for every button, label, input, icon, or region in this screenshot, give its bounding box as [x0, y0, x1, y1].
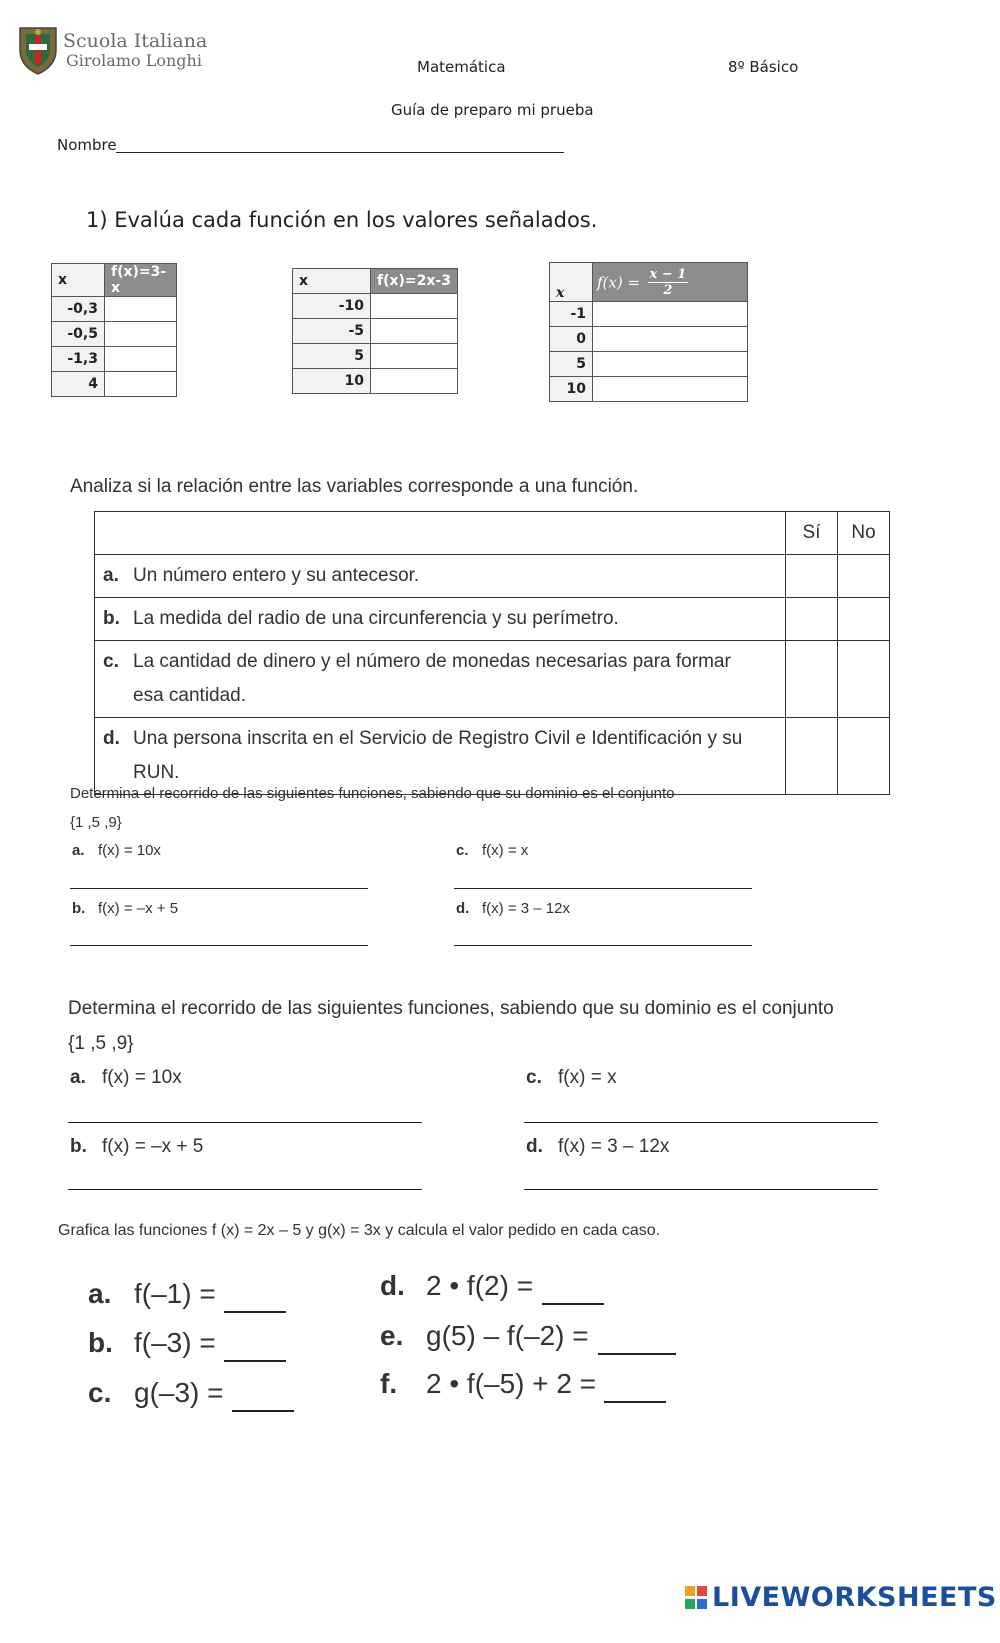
section4-item-b — [70, 1136, 203, 1158]
answer-line[interactable] — [542, 1303, 604, 1305]
item-letter: b. — [72, 900, 86, 917]
item-text: f(x) = –x + 5 — [98, 900, 179, 917]
item-letter: a. — [88, 1278, 112, 1309]
name-blank-line[interactable] — [116, 152, 564, 153]
answer-line[interactable] — [232, 1410, 294, 1412]
item-letter: b. — [103, 608, 120, 629]
answer-cell[interactable] — [371, 344, 458, 369]
item-text: f(–1) = — [134, 1278, 216, 1309]
section5-item-e — [380, 1320, 589, 1352]
f-numerator: x − 1 — [649, 266, 687, 282]
guide-title: Guía de preparo mi prueba — [391, 101, 594, 119]
x-value: 4 — [52, 372, 105, 397]
section4-title: Determina el recorrido de las siguientes funciones, sabiendo que su dominio es el conjunto — [68, 998, 834, 1019]
crest-icon — [18, 24, 58, 76]
section3-set: {1 ,5 ,9} — [70, 814, 122, 831]
answer-cell[interactable] — [105, 297, 177, 322]
item-letter: b. — [70, 1136, 87, 1157]
section2-title: Analiza si la relación entre las variables corresponde a una función. — [70, 476, 639, 497]
answer-cell[interactable] — [105, 322, 177, 347]
item-text: Un número entero y su antecesor. — [133, 565, 420, 586]
answer-line[interactable] — [224, 1311, 286, 1313]
item-letter: c. — [88, 1377, 112, 1408]
item-text: f(x) = 10x — [98, 842, 161, 859]
school-name-line1: Scuola Italiana — [63, 30, 208, 52]
answer-line[interactable] — [224, 1360, 286, 1362]
name-label: Nombre — [57, 136, 117, 154]
section5-title: Grafica las funciones f (x) = 2x – 5 y g(x) = 3x y calcula el valor pedido en cada caso. — [58, 1222, 661, 1239]
item-text: La medida del radio de una circunferencia y su perímetro. — [133, 608, 619, 629]
item-letter: d. — [456, 900, 470, 917]
section5-item-d — [380, 1270, 533, 1302]
x-value: -10 — [293, 294, 371, 319]
item-text: La cantidad de dinero y el número de monedas necesarias para formar — [133, 651, 731, 672]
x-value: 5 — [293, 344, 371, 369]
item-letter: a. — [103, 565, 119, 586]
answer-cell[interactable] — [371, 319, 458, 344]
item-letter: c. — [526, 1067, 542, 1088]
answer-cell[interactable] — [593, 302, 748, 327]
answer-cell[interactable] — [371, 294, 458, 319]
item-letter: c. — [456, 842, 469, 859]
eval-table-3 — [549, 262, 748, 402]
yes-cell[interactable] — [786, 598, 838, 641]
x-header: x — [52, 264, 105, 297]
answer-line[interactable] — [70, 888, 368, 889]
item-letter: a. — [72, 842, 85, 859]
x-value: -1,3 — [52, 347, 105, 372]
item-text: f(x) = –x + 5 — [102, 1136, 204, 1157]
x-value: 10 — [293, 369, 371, 394]
item-text: f(x) = 3 – 12x — [482, 900, 570, 917]
x-value: 10 — [550, 377, 593, 402]
item-text: g(–3) = — [134, 1377, 224, 1408]
section4-item-c — [526, 1067, 617, 1089]
item-text: g(5) – f(–2) = — [426, 1320, 589, 1351]
f-denominator: 2 — [663, 282, 673, 298]
item-text: f(x) = 10x — [102, 1067, 182, 1088]
item-letter: e. — [380, 1320, 404, 1351]
item-letter: d. — [526, 1136, 543, 1157]
section5-item-c — [88, 1377, 224, 1409]
x-value: -5 — [293, 319, 371, 344]
answer-line[interactable] — [70, 945, 368, 946]
item-letter: d. — [380, 1270, 405, 1301]
answer-cell[interactable] — [371, 369, 458, 394]
brand-text: LIVEWORKSHEETS — [712, 1582, 997, 1613]
answer-line[interactable] — [524, 1189, 878, 1190]
subject-label: Matemática — [417, 58, 506, 76]
answer-cell[interactable] — [105, 347, 177, 372]
col-no-header: No — [838, 512, 890, 555]
section5-item-f — [380, 1368, 596, 1400]
relation-item — [95, 718, 786, 795]
item-text: Una persona inscrita en el Servicio de Registro Civil e Identificación y su — [133, 728, 743, 749]
no-cell[interactable] — [838, 718, 890, 795]
section3-item-d — [456, 900, 570, 917]
answer-line[interactable] — [454, 945, 752, 946]
x-value: 0 — [550, 327, 593, 352]
item-text-cont: RUN. — [133, 762, 180, 783]
x-value: -1 — [550, 302, 593, 327]
section3-title: Determina el recorrido de las siguientes funciones, sabiendo que su dominio es el conjunto — [70, 785, 675, 802]
x-value: 5 — [550, 352, 593, 377]
col-yes-header: Sí — [786, 512, 838, 555]
answer-line[interactable] — [454, 888, 752, 889]
item-text: f(x) = x — [482, 842, 529, 859]
x-value: -0,5 — [52, 322, 105, 347]
x-header: x — [293, 269, 371, 294]
grade-label: 8º Básico — [728, 58, 799, 76]
item-letter: d. — [103, 728, 120, 749]
item-letter: f. — [380, 1368, 398, 1399]
x-value: -0,3 — [52, 297, 105, 322]
section3-item-c — [456, 842, 528, 859]
item-letter: b. — [88, 1327, 113, 1358]
section1-title: 1) Evalúa cada función en los valores señalados. — [86, 208, 598, 232]
relation-table — [94, 511, 890, 795]
item-text: f(x) = x — [558, 1067, 617, 1088]
yes-cell[interactable] — [786, 718, 838, 795]
liveworksheets-logo — [684, 1582, 997, 1613]
no-cell[interactable] — [838, 641, 890, 718]
answer-line[interactable] — [598, 1353, 676, 1355]
answer-cell[interactable] — [593, 327, 748, 352]
relation-item — [95, 555, 786, 598]
x-header: x — [550, 263, 593, 302]
section3-item-a — [72, 842, 161, 859]
answer-cell[interactable] — [593, 377, 748, 402]
relation-header-blank — [95, 512, 786, 555]
section4-item-a — [70, 1067, 182, 1089]
section3-item-b — [72, 900, 178, 917]
yes-cell[interactable] — [786, 641, 838, 718]
item-text: f(–3) = — [134, 1327, 216, 1358]
item-text: f(x) = 3 – 12x — [558, 1136, 670, 1157]
f-prefix: f(x) = — [597, 273, 641, 291]
liveworksheets-icon — [684, 1585, 708, 1611]
section4-set: {1 ,5 ,9} — [68, 1033, 134, 1054]
item-letter: c. — [103, 651, 119, 672]
f-header: f(x)=3-x — [105, 264, 177, 297]
relation-item — [95, 641, 786, 718]
answer-line[interactable] — [604, 1401, 666, 1403]
answer-line[interactable] — [68, 1122, 422, 1123]
yes-cell[interactable] — [786, 555, 838, 598]
section5-item-a — [88, 1278, 216, 1310]
f-header: f(x)=2x-3 — [371, 269, 458, 294]
item-text-cont: esa cantidad. — [133, 685, 247, 706]
item-letter: a. — [70, 1067, 86, 1088]
item-text: 2 • f(–5) + 2 = — [426, 1368, 597, 1399]
answer-cell[interactable] — [105, 372, 177, 397]
f-header — [593, 263, 748, 302]
no-cell[interactable] — [838, 555, 890, 598]
relation-item — [95, 598, 786, 641]
answer-cell[interactable] — [593, 352, 748, 377]
section4-item-d — [526, 1136, 669, 1158]
answer-line[interactable] — [68, 1189, 422, 1190]
school-logo — [18, 24, 58, 76]
answer-line[interactable] — [524, 1122, 878, 1123]
item-text: 2 • f(2) = — [426, 1270, 534, 1301]
no-cell[interactable] — [838, 598, 890, 641]
eval-table-1 — [51, 263, 177, 397]
eval-table-2 — [292, 268, 458, 394]
section5-item-b — [88, 1327, 216, 1359]
school-name-line2: Girolamo Longhi — [66, 51, 202, 70]
